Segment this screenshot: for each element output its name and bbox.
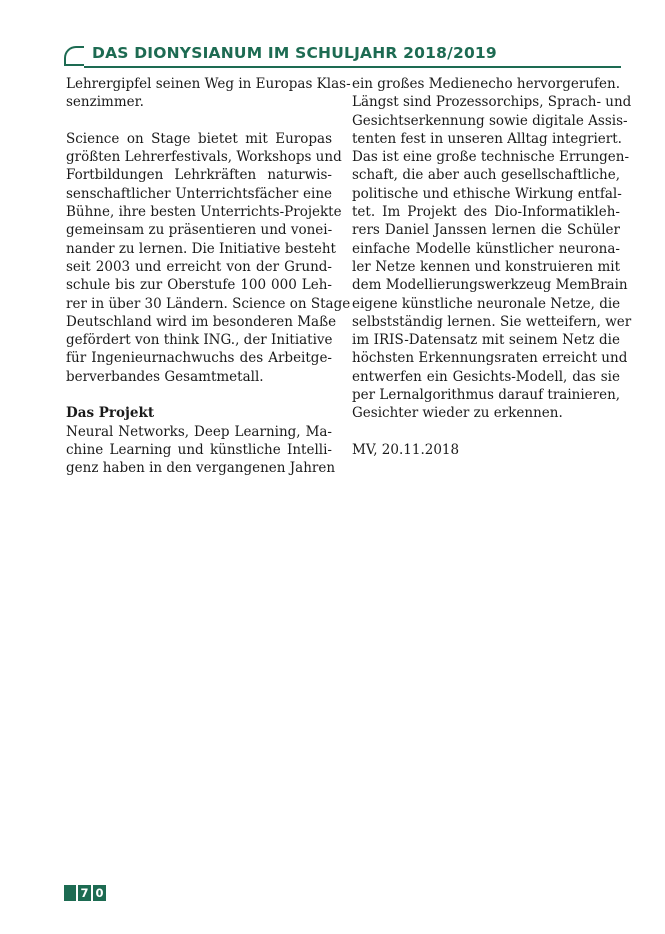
- text-line: Science on Stage bietet mit Europas: [66, 130, 332, 147]
- text-line: einfache Modelle künstlicher neurona-: [352, 240, 620, 257]
- right-column: [352, 75, 632, 459]
- text-line: schaft, die aber auch gesellschaftliche,: [352, 167, 620, 184]
- text-line: gemeinsam zu präsentieren und vonei-: [66, 222, 333, 239]
- text-line: chine Learning und künstliche Intelli-: [66, 441, 332, 458]
- header-rule: [84, 66, 621, 68]
- text-line: MV, 20.11.2018: [352, 441, 460, 458]
- text-line: Bühne, ihre besten Unterrichts-Projekte: [66, 204, 342, 221]
- text-line: gefördert von think ING., der Initiative: [66, 332, 333, 349]
- paragraph-gap: [66, 112, 332, 130]
- text-line: seit 2003 und erreicht von der Grund-: [66, 258, 332, 275]
- text-line: dem Modellierungswerkzeug MemBrain: [352, 277, 628, 294]
- paragraph-gap: [352, 423, 620, 441]
- text-line: senschaftlicher Unterrichtsfächer eine: [66, 185, 332, 202]
- header-tab-ornament: [64, 46, 84, 66]
- text-line: tet. Im Projekt des Dio-Informatikleh-: [352, 204, 620, 221]
- text-line: rer in über 30 Ländern. Science on Stage: [66, 295, 351, 312]
- text-line: im IRIS-Datensatz mit seinem Netz die: [352, 332, 620, 349]
- text-line: politische und ethische Wirkung entfal-: [352, 185, 622, 202]
- text-line: Lehrergipfel seinen Weg in Europas Klas-: [66, 76, 351, 92]
- page-number-digit: 7: [78, 885, 91, 901]
- text-line: eigene künstliche neuronale Netze, die: [352, 295, 621, 312]
- text-line: höchsten Erkennungsraten erreicht und: [352, 350, 628, 367]
- text-line: Gesichtserkennung sowie digitale Assis-: [352, 112, 628, 129]
- text-line: ein großes Medienecho hervorgerufen.: [352, 76, 620, 92]
- text-line: größten Lehrerfestivals, Workshops und: [66, 149, 342, 166]
- text-line: ler Netze kennen und konstruieren mit: [352, 258, 620, 275]
- text-line: Das ist eine große technische Errungen-: [352, 149, 630, 166]
- text-line: per Lernalgorithmus darauf trainieren,: [352, 387, 621, 404]
- page-number: [64, 885, 108, 901]
- section-heading: Das Projekt: [66, 405, 155, 422]
- page-number-bar: [64, 885, 76, 901]
- text-line: schule bis zur Oberstufe 100 000 Leh-: [66, 277, 332, 294]
- text-line: entwerfen ein Gesichts-Modell, das sie: [352, 368, 620, 385]
- paragraph-gap: [66, 386, 332, 404]
- text-line: Längst sind Prozessorchips, Sprach- und: [352, 94, 632, 111]
- text-line: für Ingenieurnachwuchs des Arbeitge-: [66, 350, 332, 367]
- text-line: Neural Networks, Deep Learning, Ma-: [66, 423, 332, 440]
- header-title: DAS DIONYSIANUM IM SCHULJAHR 2018/2019: [92, 44, 497, 62]
- text-line: Gesichter wieder zu erkennen.: [352, 405, 563, 422]
- page-header: [64, 44, 621, 70]
- text-line: rers Daniel Janssen lernen die Schüler: [352, 222, 620, 239]
- text-line: Fortbildungen Lehrkräften naturwis-: [66, 167, 332, 184]
- text-line: berverbandes Gesamtmetall.: [66, 368, 264, 385]
- text-line: Deutschland wird im besonderen Maße: [66, 313, 337, 330]
- page-number-digit: 0: [93, 885, 106, 901]
- text-line: selbstständig lernen. Sie wetteifern, wer: [352, 313, 632, 330]
- text-line: genz haben in den vergangenen Jahren: [66, 460, 336, 477]
- left-column: [66, 75, 351, 478]
- text-line: senzimmer.: [66, 94, 144, 111]
- text-line: nander zu lernen. Die Initiative besteht: [66, 240, 336, 257]
- text-line: tenten fest in unseren Alltag integriert.: [352, 130, 622, 147]
